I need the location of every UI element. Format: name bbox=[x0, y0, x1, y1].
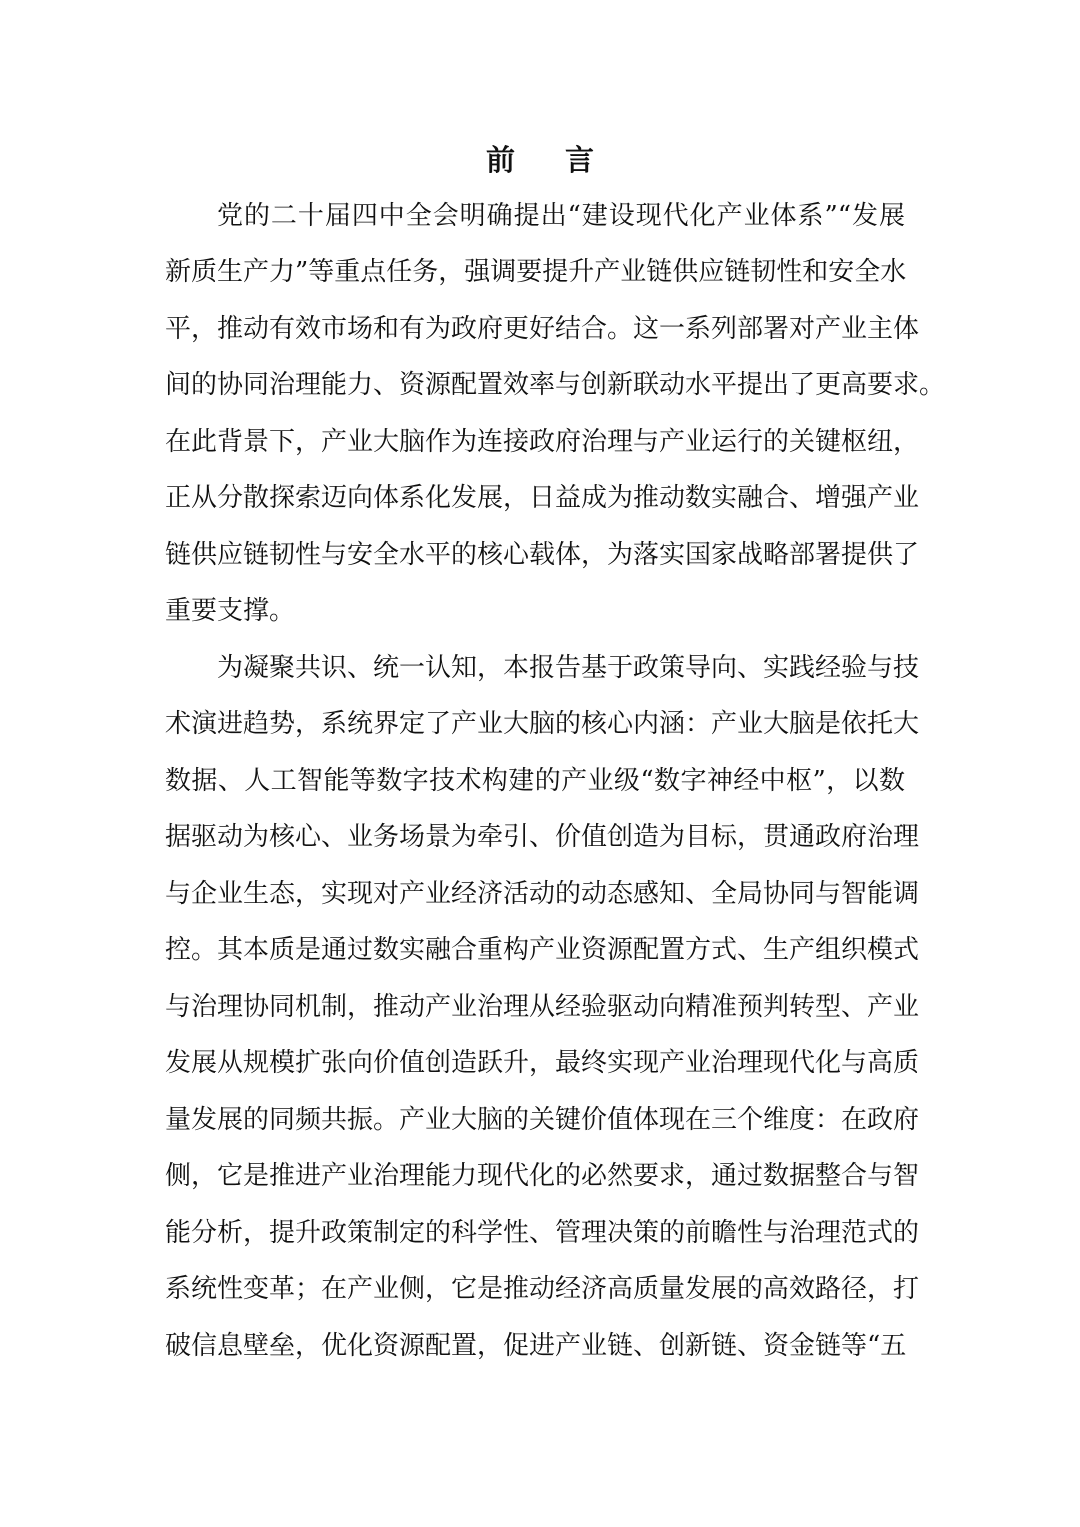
paragraph-1-line-3: 平，推动有效市场和有为政府更好结合。这一系列部署对产业主体 bbox=[165, 314, 920, 344]
paragraph-2-line-3: 数据、人工智能等数字技术构建的产业级“数字神经中枢”，以数 bbox=[165, 766, 905, 796]
paragraph-1-line-1: 党的二十届四中全会明确提出“建设现代化产业体系”“发展 bbox=[217, 201, 905, 231]
paragraph-2-line-8: 发展从规模扩张向价值创造跃升，最终实现产业治理现代化与高质 bbox=[165, 1048, 920, 1078]
paragraph-1-line-4: 间的协同治理能力、资源配置效率与创新联动水平提出了更高要求。 bbox=[165, 370, 946, 400]
paragraph-2-line-12: 系统性变革；在产业侧，它是推动经济高质量发展的高效路径，打 bbox=[165, 1274, 920, 1304]
paragraph-1-line-6: 正从分散探索迈向体系化发展，日益成为推动数实融合、增强产业 bbox=[165, 483, 920, 513]
paragraph-2-line-11: 能分析，提升政策制定的科学性、管理决策的前瞻性与治理范式的 bbox=[165, 1218, 920, 1248]
paragraph-2-line-1: 为凝聚共识、统一认知，本报告基于政策导向、实践经验与技 bbox=[217, 653, 920, 683]
paragraph-2-line-9: 量发展的同频共振。产业大脑的关键价值体现在三个维度：在政府 bbox=[165, 1105, 920, 1135]
paragraph-1-line-5: 在此背景下，产业大脑作为连接政府治理与产业运行的关键枢纽， bbox=[165, 427, 920, 457]
paragraph-1-line-7: 链供应链韧性与安全水平的核心载体，为落实国家战略部署提供了 bbox=[165, 540, 920, 570]
paragraph-1-line-2: 新质生产力”等重点任务，强调要提升产业链供应链韧性和安全水 bbox=[165, 257, 907, 287]
paragraph-2-line-2: 术演进趋势，系统界定了产业大脑的核心内涵：产业大脑是依托大 bbox=[165, 709, 920, 739]
paragraph-2-line-13: 破信息壁垒，优化资源配置，促进产业链、创新链、资金链等“五 bbox=[165, 1331, 907, 1361]
paragraph-1-line-8: 重要支撑。 bbox=[165, 596, 296, 626]
paragraph-2-line-4: 据驱动为核心、业务场景为牵引、价值创造为目标，贯通政府治理 bbox=[165, 822, 920, 852]
paragraph-2-line-6: 控。其本质是通过数实融合重构产业资源配置方式、生产组织模式 bbox=[165, 935, 920, 965]
paragraph-2-line-7: 与治理协同机制，推动产业治理从经验驱动向精准预判转型、产业 bbox=[165, 992, 920, 1022]
paragraph-2-line-10: 侧，它是推进产业治理能力现代化的必然要求，通过数据整合与智 bbox=[165, 1161, 920, 1191]
paragraph-2-line-5: 与企业生态，实现对产业经济活动的动态感知、全局协同与智能调 bbox=[165, 879, 920, 909]
page-title: 前 言 bbox=[485, 143, 615, 177]
